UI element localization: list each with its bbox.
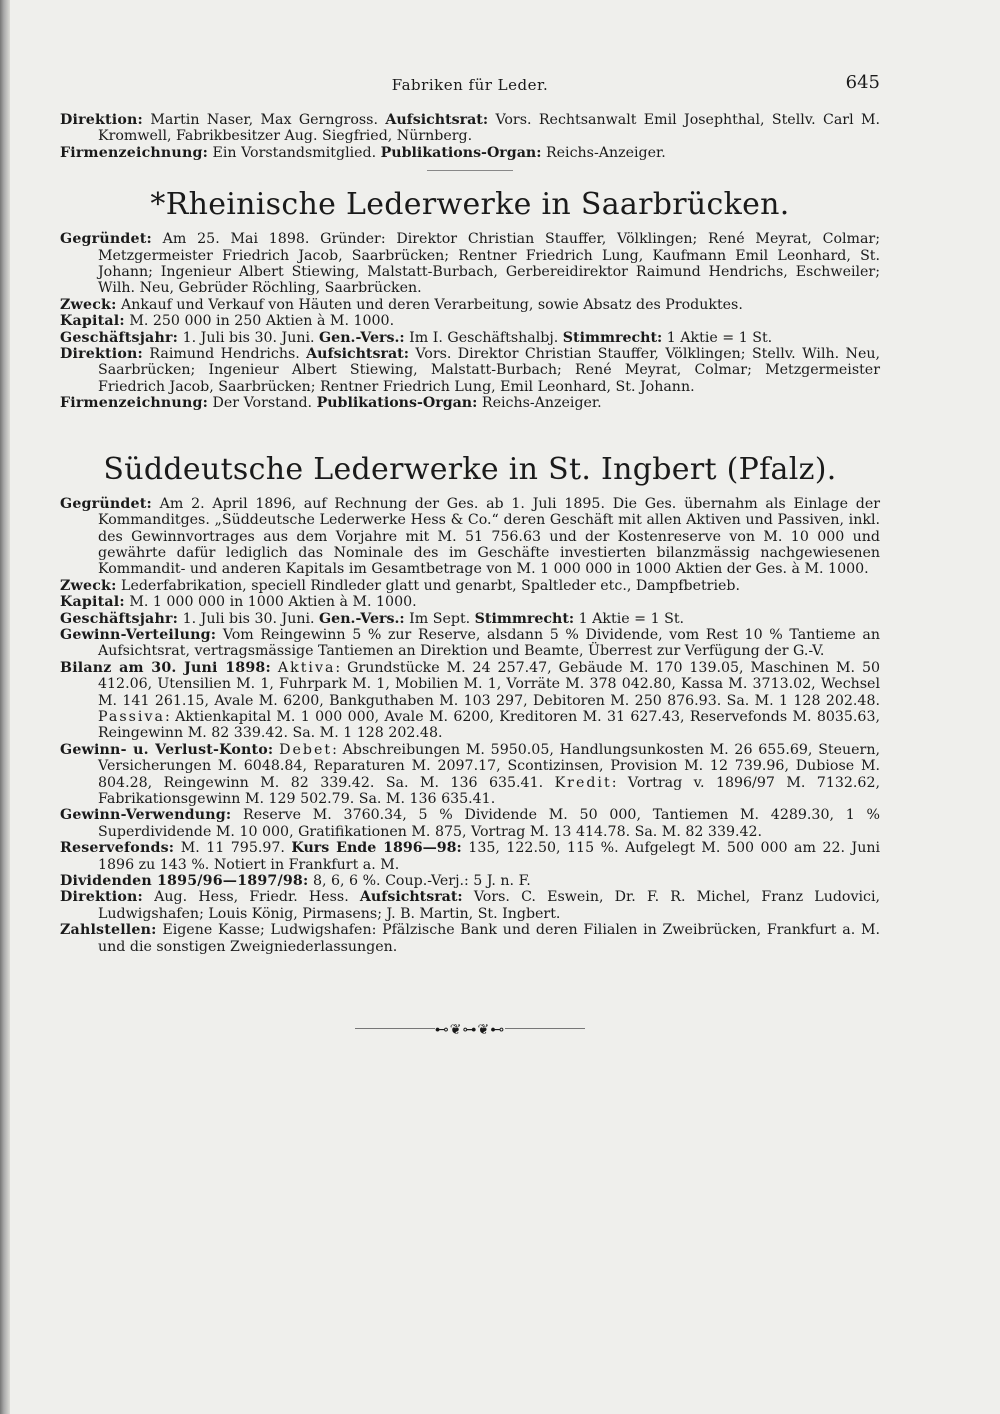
c2-direktion-entry [60,889,880,922]
c1-gegruendet-entry [60,231,880,297]
prev-firmenzeichnung-text: Ein Vorstandsmitglied. [208,144,381,161]
c2-zahlstellen-text: Eigene Kasse; Ludwigshafen: Pfälzische Bank und deren Filialen in Zweibrücken, Frankfurt a. M. und die sonstigen Zweigniederlassungen. [98,922,880,955]
c2-gewinnverteilung-entry [60,627,880,660]
c2-guv-kredit-word: Kredit [554,774,612,791]
page-number: 645 [845,72,880,93]
c2-stimmrecht-label: Stimmrecht: [474,610,575,627]
c1-geschaeftsjahr-text: 1. Juli bis 30. Juni. [178,329,320,346]
c2-gewinnverwendung-entry [60,807,880,840]
c1-kapital-entry [60,313,880,329]
c2-kurs-label: Kurs Ende 1896—98: [291,840,462,857]
c2-dividenden-label: Dividenden 1895/96—1897/98: [60,873,309,890]
c1-zweck-entry [60,297,880,313]
c2-zweck-entry [60,578,880,594]
company-title-sueddeutsche: Süddeutsche Lederwerke in St. Ingbert (Pfalz). [103,451,837,487]
c1-aufsichtsrat-label: Aufsichtsrat: [306,346,409,363]
c2-reservefonds-text: M. 11 795.97. [174,840,292,857]
prev-direktion-entry [60,112,880,145]
company-title-rheinische: *Rheinische Lederwerke in Saarbrücken. [150,187,790,223]
ornament-rule-right [505,1028,585,1029]
c2-geschaeftsjahr-text: 1. Juli bis 30. Juni. [178,610,320,627]
c1-publikation-label: Publikations-Organ: [316,395,478,412]
c1-direktion-text: Raimund Hendrichs. [142,346,307,363]
c1-stimmrecht-label: Stimmrecht: [562,329,663,346]
c1-zweck-label: Zweck: [60,296,117,313]
c2-bilanz-entry [60,660,880,742]
c1-geschaeftsjahr-label: Geschäftsjahr: [60,329,179,346]
prev-firmenzeichnung-label: Firmenzeichnung: [60,144,209,161]
ornament-rule-left [355,1028,435,1029]
running-title: Fabriken für Leder. [391,76,549,94]
company-sueddeutsche-block [60,452,880,955]
end-ornament [355,1019,585,1039]
c2-aufsichtsrat-label: Aufsichtsrat: [359,889,463,906]
c1-stimmrecht-text: 1 Aktie = 1 St. [662,329,773,346]
c1-kapital-text: M. 250 000 in 250 Aktien à M. 1000. [124,313,395,330]
c2-genvers-label: Gen.-Vers.: [319,610,405,627]
c2-kapital-text: M. 1 000 000 in 1000 Aktien à M. 1000. [124,594,417,611]
c2-stimmrecht-text: 1 Aktie = 1 St. [574,610,685,627]
c1-publikation-text: Reichs-Anzeiger. [477,395,602,412]
c1-firmenzeichnung-label: Firmenzeichnung: [60,395,209,412]
c2-geschaeftsjahr-entry [60,611,880,627]
c2-guv-entry [60,742,880,808]
c1-kapital-label: Kapital: [60,313,125,330]
c1-genvers-label: Gen.-Vers.: [319,329,405,346]
c2-zweck-text: Lederfabrikation, speciell Rindleder glatt und genarbt, Spaltleder etc., Dampfbetrieb. [116,577,740,594]
c1-geschaeftsjahr-entry [60,330,880,346]
c2-guv-debet-word: Debet [279,741,333,758]
c1-firmenzeichnung-text: Der Vorstand. [208,395,317,412]
c2-reservefonds-entry [60,840,880,873]
scan-edge [0,0,10,1414]
c2-kurs-text: 135, 122.50, 115 %. Aufgelegt M. 500 000 am 22. Juni 1896 zu 143 %. Notiert in Frankfurt a. M. [98,840,881,873]
c2-bilanz-label: Bilanz am 30. Juni 1898: [60,659,271,676]
c2-zweck-label: Zweck: [60,577,117,594]
c2-gegruendet-entry [60,496,880,578]
c2-gewinnverteilung-label: Gewinn-Verteilung: [60,626,217,643]
c2-kapital-entry [60,594,880,610]
c1-gegruendet-label: Gegründet: [60,231,152,248]
prev-aufsichtsrat-text: Vors. Rechtsanwalt Emil Josephthal, Stellv. Carl M. Kromwell, Fabrikbesitzer Aug. Siegfried, Nürnberg. [98,112,880,145]
c2-bilanz-aktiva-word: Aktiva [277,659,336,676]
c1-direktion-entry [60,346,880,395]
c1-firmenzeichnung-entry [60,395,880,411]
prev-direktion-label: Direktion: [60,112,143,128]
c2-bilanz-aktiva-text: : Grundstücke M. 24 257.47, Gebäude M. 170 139.05, Maschinen M. 50 412.06, Utensilien M. 1, Fuhrpark M. 1, Mobilien M. 1, Vorräte M. 378 042.80, Kassa M. 3713.02, Wechsel M. 141 261.15, Avale M. 6200, Bankguthaben M. 103 297, Debitoren M. 250 876.93. Sa. M. 1 128 202.48. [98,659,880,709]
c2-kapital-label: Kapital: [60,594,125,611]
c1-zweck-text: Ankauf und Verkauf von Häuten und deren Verarbeitung, sowie Absatz des Produktes. [116,296,743,313]
c2-gewinnverwendung-text: Reserve M. 3760.34, 5 % Dividende M. 50 000, Tantiemen M. 4289.30, 1 % Superdividende M. 10 000, Gratifikationen M. 875, Vortrag M. 13 414.78. Sa. M. 82 339.42. [98,807,880,840]
c2-direktion-text: Aug. Hess, Friedr. Hess. [142,889,360,906]
c2-zahlstellen-label: Zahlstellen: [60,922,157,939]
c2-guv-debet-text: : Abschreibungen M. 5950.05, Handlungsunkosten M. 26 655.69, Steuern, Versicherungen M. 6048.84, Reparaturen M. 2097.17, Scontizinsen, Provision M. 12 739.96, Dubiose M. 804.28, Reingewinn M. 82 339.42. Sa. M. 136 635.41. [98,741,880,791]
c2-gewinnverwendung-label: Gewinn-Verwendung: [60,807,232,824]
page [60,72,880,1039]
c2-geschaeftsjahr-label: Geschäftsjahr: [60,610,179,627]
c2-genvers-text: Im Sept. [404,610,475,627]
separator-rule [427,170,513,171]
fleuron-icon: ⊷❦⊶❦⊷ [434,1022,506,1039]
c1-gegruendet-text: Am 25. Mai 1898. Gründer: Direktor Christian Stauffer, Völklingen; René Meyrat, Colmar; Metzgermeister Friedrich Jacob, Saarbrücken; Rentner Friedrich Lung, Kaufmann Emil Leonhard, St. Johann; Ingenieur Albert Stiewing, Malstatt-Burbach, Gerbereidirektor Raimund Hendrichs, Eschweiler; Wilh. Neu, Gebrüder Röchling, Saarbrücken. [98,231,880,297]
c2-reservefonds-label: Reservefonds: [60,840,175,857]
c2-dividenden-text: 8, 6, 6 %. Coup.-Verj.: 5 J. n. F. [308,873,531,890]
c1-aufsichtsrat-text: Vors. Direktor Christian Stauffer, Völklingen; Stellv. Wilh. Neu, Saarbrücken; Ingenieur Albert Stiewing, Malstatt-Burbach; René Meyrat, Colmar; Metzgermeister Friedrich Jacob, Saarbrücken; Rentner Friedrich Lung, Emil Leonhard, St. Johann. [98,346,880,395]
prev-firmenzeichnung-entry [60,145,880,161]
c2-zahlstellen-entry [60,922,880,955]
c2-direktion-label: Direktion: [60,889,143,906]
c2-aufsichtsrat-text: Vors. C. Eswein, Dr. F. R. Michel, Franz Ludovici, Ludwigshafen; Louis König, Pirmasens; J. B. Martin, St. Ingbert. [98,889,881,922]
c1-direktion-label: Direktion: [60,346,143,363]
prev-publikation-label: Publikations-Organ: [380,144,542,161]
running-head [60,72,880,98]
c1-genvers-text: Im I. Geschäftshalbj. [404,329,563,346]
c2-dividenden-entry [60,873,880,889]
c2-bilanz-passiva-word: Passiva [98,708,165,725]
company-rheinische-block [60,187,880,411]
previous-company-block [60,112,880,161]
c2-guv-label: Gewinn- u. Verlust-Konto: [60,741,274,758]
c2-gewinnverteilung-text: Vom Reingewinn 5 % zur Reserve, alsdann 5 % Dividende, vom Rest 10 % Tantieme an Aufsichtsrat, vertragsmässige Tantiemen an Direktion und Beamte, Überrest zur Verfügung der G.-V. [98,626,880,660]
c2-bilanz-passiva-text: : Aktienkapital M. 1 000 000, Avale M. 6200, Kreditoren M. 31 627.43, Reservefonds M. 8035.63, Reingewinn M. 82 339.42. Sa. M. 1 128 202.48. [98,708,880,742]
prev-publikation-text: Reichs-Anzeiger. [541,144,666,161]
c2-gegruendet-text: Am 2. April 1896, auf Rechnung der Ges. ab 1. Juli 1895. Die Ges. übernahm als Einlage der Kommanditges. „Süddeutsche Lederwerke Hess & Co.“ deren Geschäft mit allen Aktiven und Passiven, inkl. des Gewinnvortrages aus dem Vorjahre mit M. 51 756.63 und der Kostenreserve von M. 10 000 und gewährte dafür lediglich das Nominale des im Geschäfte investierten bilanzmässig nachgewiesenen Kommandit- und anderen Kapitals im Gesamtbetrage von M. 1 000 000 in 1000 Aktien der Ges. à M. 1000. [98,495,880,578]
prev-aufsichtsrat-label: Aufsichtsrat: [385,112,489,128]
prev-direktion-text: Martin Naser, Max Gerngross. [142,112,386,128]
c2-gegruendet-label: Gegründet: [60,495,152,512]
c2-guv-kredit-text: : Vortrag v. 1896/97 M. 7132.62, Fabrikationsgewinn M. 129 502.79. Sa. M. 136 635.41. [98,774,880,807]
